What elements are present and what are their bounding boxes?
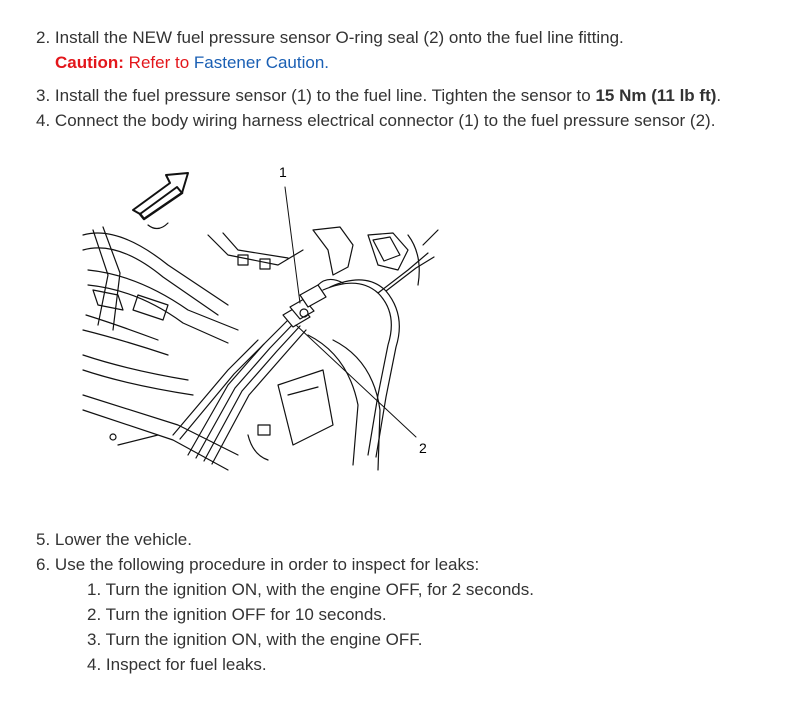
substep-number: 2. (87, 605, 102, 624)
step-6-number: 6. (36, 555, 51, 574)
step-4-number: 4. (36, 111, 51, 130)
step-5-text: Lower the vehicle. (54, 530, 192, 549)
torque-spec: 15 Nm (11 lb ft) (595, 86, 717, 105)
substep-text: Turn the ignition ON, with the engine OFF, for 2 seconds. (105, 580, 534, 599)
substep-1 (87, 579, 534, 601)
callout-2: 2 (419, 440, 427, 456)
step-5-number: 5. (36, 530, 51, 549)
substep-number: 4. (87, 655, 102, 674)
step-4 (36, 110, 715, 132)
substep-3 (87, 629, 422, 651)
step-3-number: 3. (36, 86, 51, 105)
fastener-caution-link[interactable]: Fastener Caution (193, 53, 325, 72)
substep-text: Inspect for fuel leaks. (105, 655, 267, 674)
caution-label: Caution: (55, 53, 124, 72)
callout-1: 1 (279, 164, 287, 180)
substep-4 (87, 654, 267, 676)
substep-number: 1. (87, 580, 102, 599)
step-3-period: . (716, 86, 722, 105)
substep-number: 3. (87, 630, 102, 649)
step-2-text: Install the NEW fuel pressure sensor O-ring seal (2) onto the fuel line fitting. (54, 28, 624, 47)
step-4-text: Connect the body wiring harness electrical connector (1) to the fuel pressure sensor (2). (54, 111, 716, 130)
step-2 (36, 27, 624, 49)
step-3 (36, 85, 721, 107)
substep-2 (87, 604, 387, 626)
caution-period: . (324, 53, 330, 72)
step-5 (36, 529, 192, 551)
fuel-pressure-sensor-illustration (78, 155, 448, 475)
substep-text: Turn the ignition ON, with the engine OFF. (105, 630, 423, 649)
caution-text: Refer to (128, 53, 190, 72)
caution-note (55, 52, 329, 74)
step-2-number: 2. (36, 28, 51, 47)
front-direction-arrow-icon (133, 173, 188, 219)
step-6 (36, 554, 479, 576)
substep-text: Turn the ignition OFF for 10 seconds. (105, 605, 387, 624)
step-3-text: Install the fuel pressure sensor (1) to the fuel line. Tighten the sensor to (54, 86, 591, 105)
step-6-text: Use the following procedure in order to inspect for leaks: (54, 555, 480, 574)
